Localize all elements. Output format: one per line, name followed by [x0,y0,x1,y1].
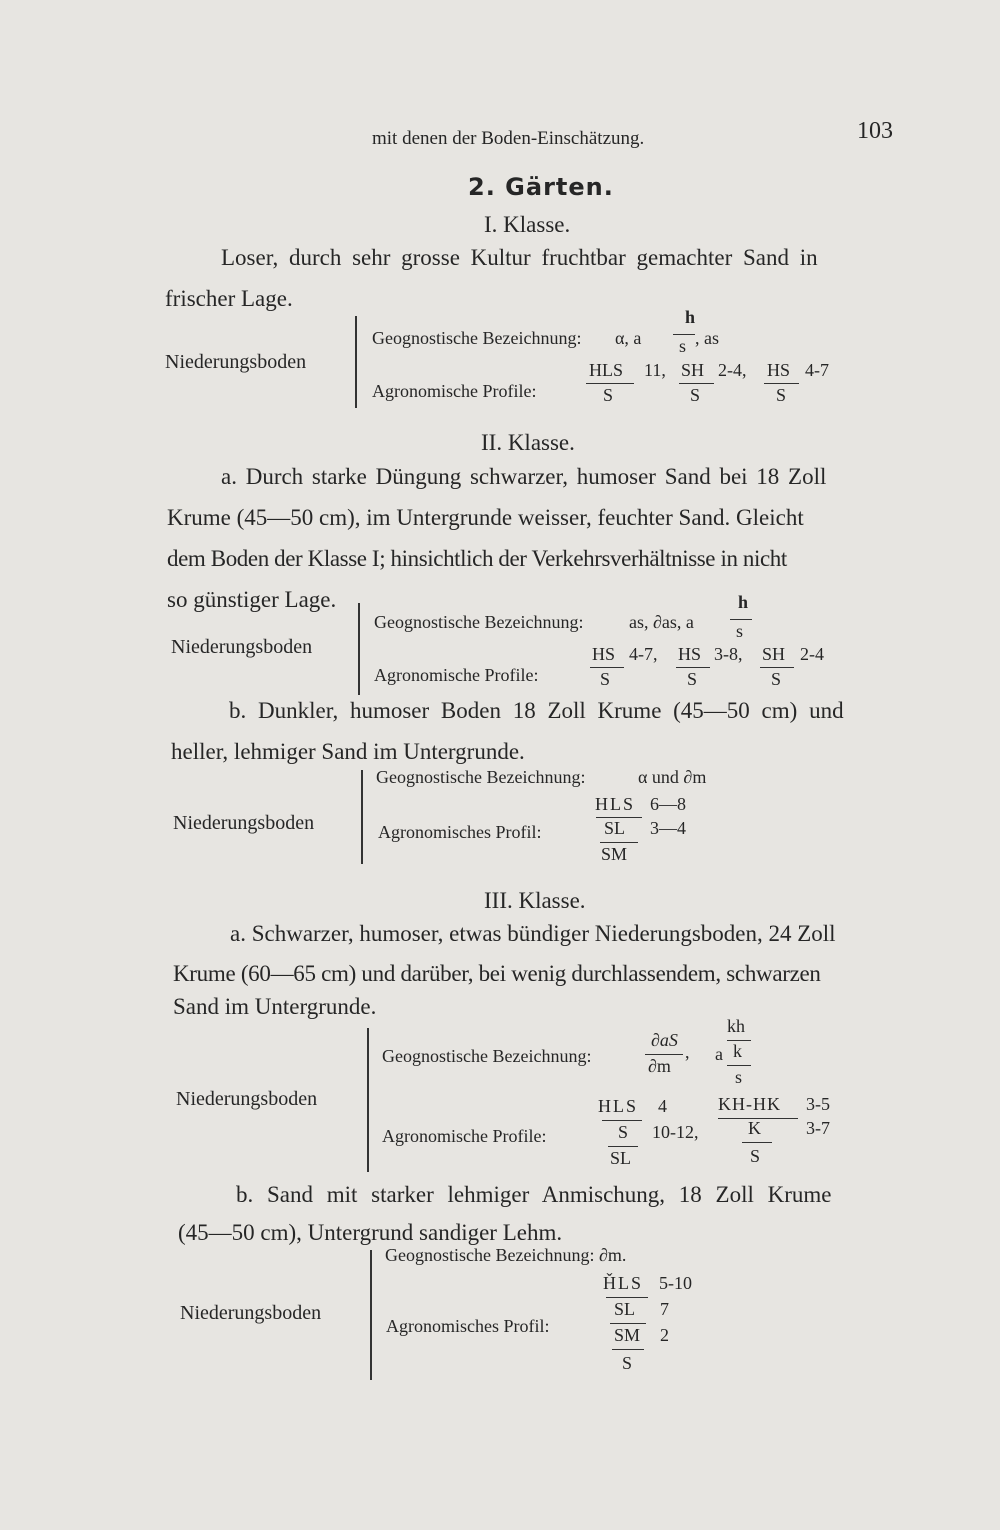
class-2a-profile-3-den: S [771,669,782,689]
class-3a-line-2: Krume (60—65 cm) und darüber, bei wenig durchlassendem, schwarzen [173,961,821,986]
class-3a-col-2-mid: K [748,1118,761,1138]
class-3a-col-1-bot: SL [610,1148,632,1168]
class-2b-stack-3: SM [601,844,628,864]
class-3b-line-1: b. Sand mit starker lehmiger Anmischung, 18 Zoll Krume [236,1182,832,1207]
class-2b-stack-1: HLS [595,794,636,814]
class-3b-stack-1-val: 5-10 [659,1273,692,1293]
class-3a-col-2-bot: S [750,1146,761,1166]
class-1-text-line-1: Loser, durch sehr grosse Kultur fruchtbar gemachter Sand in [221,245,818,270]
class-3b-stack-3: SM [614,1325,641,1345]
class-2a-agr-label: Agronomische Profile: [374,665,539,685]
class-2b-stack-2-val: 3—4 [650,818,686,838]
section-title: 2. Gärten. [468,173,614,201]
class-1-geo-label: Geognostische Bezeichnung: [372,328,582,348]
class-3a-agr-label: Agronomische Profile: [382,1126,547,1146]
class-1-geo-frac-num: h [685,307,696,327]
class-2b-line-2: heller, lehmiger Sand im Untergrunde. [171,739,525,764]
class-3a-col-1-line-2 [608,1146,638,1147]
class-1-soil-label: Niederungsboden [165,351,307,373]
class-2a-profile-3-val: 2-4 [800,644,824,664]
class-3a-geo-a: a [715,1044,723,1064]
class-2a-profile-1-num: HS [592,644,616,664]
class-2a-profile-2-den: S [687,669,698,689]
class-2b-stack-line-2 [600,842,638,843]
class-2a-geo-values: as, ∂as, a [629,612,694,632]
class-2a-profile-3-num: SH [762,644,786,664]
class-3a-col-2-top: KH-HK [718,1094,781,1114]
class-3a-col-1-top: HLS [598,1096,639,1116]
class-3b-stack-line-3 [612,1349,644,1350]
class-2a-line-3: dem Boden der Klasse I; hinsichtlich der Verkehrsverhältnisse in nicht [167,546,787,571]
class-3a-brace [367,1028,369,1172]
class-2b-geo-label: Geognostische Bezeichnung: [376,767,586,787]
class-1-profile-3-den: S [776,385,787,405]
class-2-heading: II. Klasse. [481,430,575,455]
class-1-profile-3-line [764,383,799,384]
class-3b-stack-3-val: 2 [660,1325,669,1345]
class-1-profile-3-num: HS [767,360,791,380]
class-3a-geo-frac-1-line [645,1054,683,1055]
class-2a-profile-3-line [760,667,794,668]
class-1-profile-1-num: HLS [589,360,624,380]
class-2b-geo-values: α und ∂m [638,767,707,787]
class-3a-line-1: a. Schwarzer, humoser, etwas bündiger Niederungsboden, 24 Zoll [230,921,836,946]
class-2a-geo-frac-num: h [738,592,749,612]
class-3a-col-1-mid: S [618,1122,629,1142]
class-2a-line-2: Krume (45—50 cm), im Untergrunde weisser, feuchter Sand. Gleicht [167,505,804,530]
class-2b-brace [361,770,363,864]
class-3b-stack-line-1 [606,1297,648,1298]
class-1-text-line-2: frischer Lage. [165,286,293,311]
class-3a-col-1-mid-val: 10-12, [652,1122,699,1142]
class-2a-profile-2-line [676,667,710,668]
class-3b-brace [370,1250,372,1380]
class-2b-stack-1-val: 6—8 [650,794,686,814]
class-1-profile-3-val: 4-7 [805,360,829,380]
class-1-profile-1-val: 11, [644,360,666,380]
class-2a-profile-1-val: 4-7, [629,644,658,664]
class-2a-profile-2-val: 3-8, [714,644,743,664]
class-2b-agr-label: Agronomisches Profil: [378,822,542,842]
class-1-profile-1-den: S [603,385,614,405]
class-1-profile-1-line [586,383,634,384]
class-3-heading: III. Klasse. [484,888,586,913]
class-3a-col-2-line-2 [742,1142,772,1143]
class-3a-geo-frac-2-line-2 [727,1065,751,1066]
class-2a-geo-label: Geognostische Bezeichnung: [374,612,584,632]
class-2a-brace [358,603,360,695]
page-number: 103 [857,118,893,144]
class-3a-geo-frac-1-num: ∂aS [651,1030,678,1050]
class-2a-profile-1-den: S [600,669,611,689]
class-2a-profile-1-line [590,667,624,668]
class-2a-soil-label: Niederungsboden [171,636,313,658]
class-3b-agr-label: Agronomisches Profil: [386,1316,550,1336]
class-1-heading: I. Klasse. [484,212,571,237]
class-1-profile-2-val: 2-4, [718,360,747,380]
class-3a-geo-frac-2-mid: k [733,1041,742,1061]
class-3a-geo-frac-2-bot: s [735,1067,743,1087]
class-2a-geo-frac-line [730,619,752,620]
class-1-profile-2-den: S [690,385,701,405]
class-2b-soil-label: Niederungsboden [173,812,315,834]
class-2a-line-1: a. Durch starke Düngung schwarzer, humoser Sand bei 18 Zoll [221,464,827,489]
class-3b-stack-2-val: 7 [660,1299,669,1319]
class-1-geo-values: α, a [615,328,642,348]
class-3b-stack-4: S [622,1353,633,1373]
class-3b-stack-line-2 [610,1323,646,1324]
class-1-profile-2-num: SH [681,360,705,380]
class-3a-geo-sep: , [685,1042,690,1062]
class-2a-geo-frac-den: s [736,621,744,641]
class-3b-stack-1: ȞLS [603,1273,644,1293]
class-3b-stack-2: SL [614,1299,636,1319]
class-1-geo-frac-den: s [679,336,687,356]
class-3b-soil-label: Niederungsboden [180,1302,322,1324]
class-3a-geo-frac-1-den: ∂m [648,1056,671,1076]
class-2a-line-4: so günstiger Lage. [167,587,337,612]
class-2a-profile-2-num: HS [678,644,702,664]
class-3a-geo-frac-2-top: kh [727,1016,745,1036]
running-title: mit denen der Boden-Einschätzung. [372,128,645,149]
class-3b-geo-label: Geognostische Bezeichnung: ∂m. [385,1245,627,1265]
class-3a-col-2-top-val: 3-5 [806,1094,830,1114]
class-3a-col-1-line-1 [602,1120,642,1121]
class-3a-geo-label: Geognostische Bezeichnung: [382,1046,592,1066]
class-3b-line-2: (45—50 cm), Untergrund sandiger Lehm. [178,1220,563,1245]
class-3a-col-2-mid-val: 3-7 [806,1118,830,1138]
class-1-geo-tail: , as [695,328,719,348]
class-1-agr-label: Agronomische Profile: [372,381,537,401]
class-1-geo-frac-line [673,334,695,335]
class-3a-line-3: Sand im Untergrunde. [173,994,377,1019]
class-2b-line-1: b. Dunkler, humoser Boden 18 Zoll Krume (45—50 cm) und [229,698,844,723]
class-2b-stack-2: SL [604,818,626,838]
class-3a-soil-label: Niederungsboden [176,1088,318,1110]
class-1-profile-2-line [679,383,714,384]
class-3a-col-1-top-val: 4 [658,1096,667,1116]
class-1-brace [355,316,357,408]
